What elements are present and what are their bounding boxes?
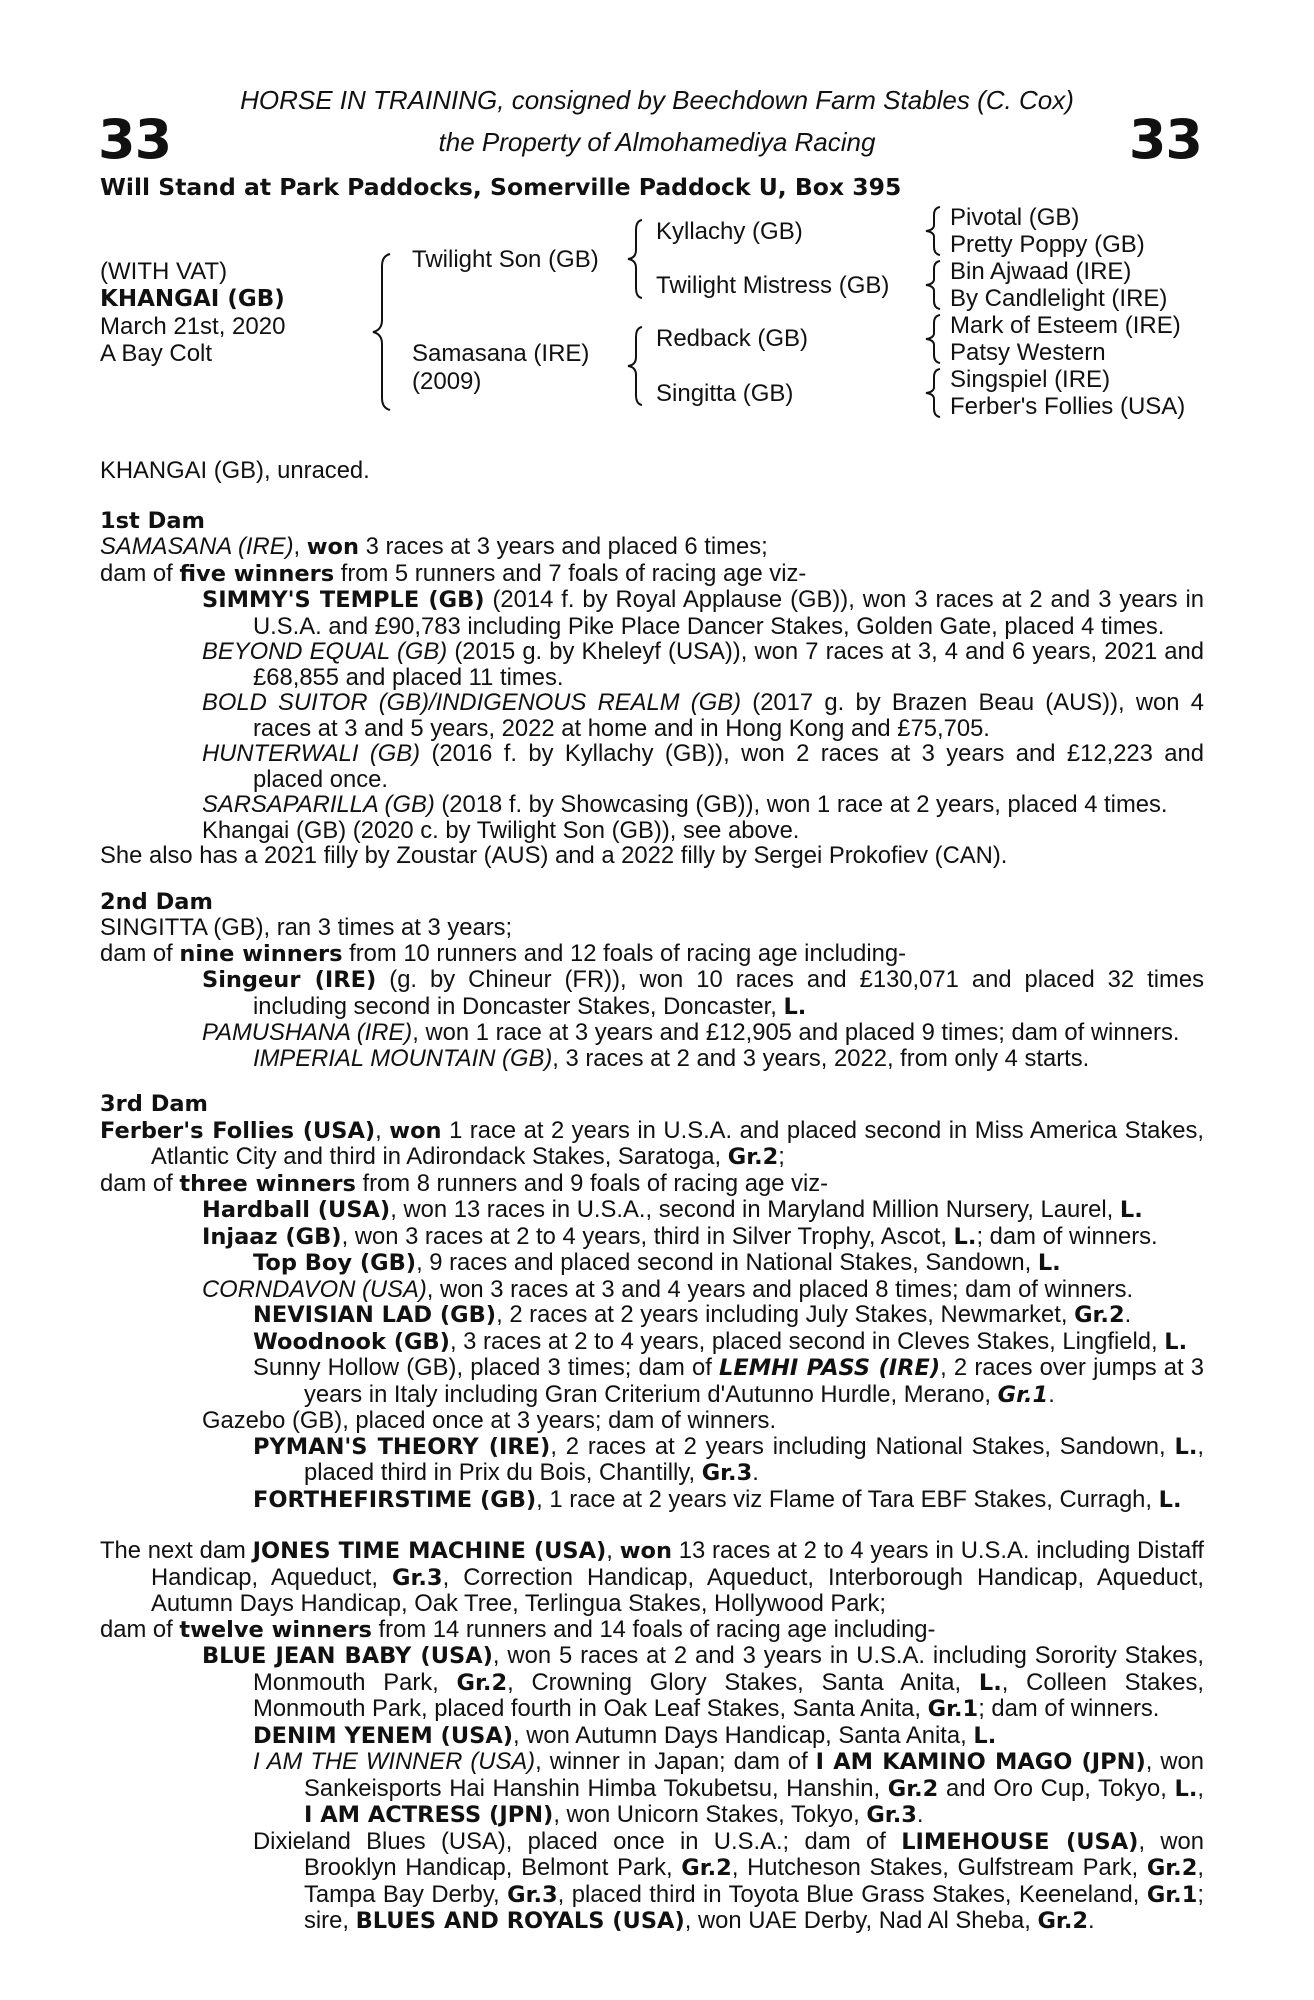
lot-number-left: 33	[98, 108, 172, 171]
grandparent-4: By Candlelight (IRE)	[950, 285, 1168, 312]
first-dam-heading: 1st Dam	[100, 507, 205, 534]
first-dam-produce-summary: dam of five winners from 5 runners and 7 foals of racing age viz-	[100, 559, 807, 587]
pedigree-brace-g2	[922, 259, 944, 311]
produce-entry: SIMMY'S TEMPLE (GB) (2014 f. by Royal Applause (GB)), won 3 races at 2 and 3 years in U.S.A. and £90,783 including Pike Place Dancer Stakes, Golden Gate, placed 4 times.	[202, 586, 1204, 640]
produce-entry: BOLD SUITOR (GB)/INDIGENOUS REALM (GB) (2017 g. by Brazen Beau (AUS)), won 4 races at 3 and 5 years, 2022 at home and in Hong Kong and £75,705.	[202, 689, 1204, 742]
second-dam-heading: 2nd Dam	[100, 888, 213, 915]
produce-entry: BEYOND EQUAL (GB) (2015 g. by Kheleyf (USA)), won 7 races at 3, 4 and 6 years, 2021 and £68,855 and placed 11 times.	[202, 638, 1204, 691]
next-dam-produce-summary: dam of twelve winners from 14 runners and 14 foals of racing age including-	[100, 1615, 936, 1643]
first-dam-line: SAMASANA (IRE), won 3 races at 3 years and placed 6 times;	[100, 533, 768, 560]
second-dam-line: SINGITTA (GB), ran 3 times at 3 years;	[100, 914, 513, 941]
grandparent-1: Pivotal (GB)	[950, 204, 1080, 231]
produce-entry: Injaaz (GB), won 3 races at 2 to 4 years, third in Silver Trophy, Ascot, L.; dam of winners.	[202, 1222, 1158, 1250]
pedigree-brace-dam	[624, 325, 646, 407]
foaling-date: March 21st, 2020	[100, 313, 286, 340]
produce-entry: DENIM YENEM (USA), won Autumn Days Handicap, Santa Anita, L.	[253, 1721, 997, 1749]
pedigree-brace-g3	[922, 313, 944, 365]
next-dam-line: The next dam JONES TIME MACHINE (USA), won 13 races at 2 to 4 years in U.S.A. including Distaff Handicap, Aqueduct, Gr.3, Correction Handicap, Aqueduct, Interborough Handicap, Aqueduct, Autumn Days Handicap, Oak Tree, Terlingua Stakes, Hollywood Park;	[100, 1537, 1204, 1617]
grandparent-6: Patsy Western	[950, 339, 1106, 366]
produce-entry: SARSAPARILLA (GB) (2018 f. by Showcasing (GB)), won 1 race at 2 years, placed 4 times.	[202, 791, 1168, 818]
horse-name: KHANGAI (GB)	[100, 286, 285, 312]
pedigree-brace-1	[368, 252, 396, 412]
lot-number-right: 33	[1128, 108, 1202, 171]
sire-sire: Kyllachy (GB)	[656, 218, 803, 245]
horse-description: A Bay Colt	[100, 340, 213, 367]
sire-dam: Twilight Mistress (GB)	[656, 272, 890, 299]
consignment-line: HORSE IN TRAINING, consigned by Beechdown Farm Stables (C. Cox)	[240, 85, 1074, 115]
produce-entry: I AM THE WINNER (USA), winner in Japan; dam of I AM KAMINO MAGO (JPN), won Sankeisports Hai Hanshin Himba Tokubetsu, Hanshin, Gr.2 and Oro Cup, Tokyo, L., I AM ACTRESS (JPN), won Unicorn Stakes, Tokyo, Gr.3.	[253, 1748, 1205, 1828]
second-dam-produce-summary: dam of nine winners from 10 runners and 12 foals of racing age including-	[100, 939, 907, 967]
produce-entry: Woodnook (GB), 3 races at 2 to 4 years, placed second in Cleves Stakes, Lingfield, L.	[253, 1327, 1188, 1355]
produce-entry: BLUE JEAN BABY (USA), won 5 races at 2 and 3 years in U.S.A. including Sorority Stakes, Monmouth Park, Gr.2, Crowning Glory Stakes, Santa Anita, L., Colleen Stakes, Monmouth Park, placed fourth in Oak Leaf Stakes, Santa Anita, Gr.1; dam of winners.	[202, 1642, 1204, 1722]
grandparent-2: Pretty Poppy (GB)	[950, 231, 1145, 258]
produce-entry: Hardball (USA), won 13 races in U.S.A., second in Maryland Million Nursery, Laurel, L.	[202, 1196, 1143, 1223]
race-record: KHANGAI (GB), unraced.	[100, 457, 370, 484]
dam-year: (2009)	[412, 368, 482, 395]
produce-entry: PYMAN'S THEORY (IRE), 2 races at 2 years including National Stakes, Sandown, L., placed third in Prix du Bois, Chantilly, Gr.3.	[253, 1432, 1205, 1486]
produce-entry: Top Boy (GB), 9 races and placed second in National Stakes, Sandown, L.	[253, 1249, 1061, 1276]
produce-entry: Sunny Hollow (GB), placed 3 times; dam of LEMHI PASS (IRE), 2 races over jumps at 3 years in Italy including Gran Criterium d'Autunno Hurdle, Merano, Gr.1.	[253, 1354, 1205, 1408]
sire: Twilight Son (GB)	[412, 246, 599, 273]
third-dam-heading: 3rd Dam	[100, 1091, 208, 1117]
stand-location: Will Stand at Park Paddocks, Somerville Paddock U, Box 395	[100, 173, 902, 201]
first-dam-note: She also has a 2021 filly by Zoustar (AUS) and a 2022 filly by Sergei Prokofiev (CAN).	[100, 842, 1008, 869]
produce-entry: Dixieland Blues (USA), placed once in U.S.A.; dam of LIMEHOUSE (USA), won Brooklyn Handicap, Belmont Park, Gr.2, Hutcheson Stakes, Gulfstream Park, Gr.2, Tampa Bay Derby, Gr.3, placed third in Toyota Blue Grass Stakes, Keeneland, Gr.1; sire, BLUES AND ROYALS (USA), won UAE Derby, Nad Al Sheba, Gr.2.	[253, 1827, 1205, 1934]
grandparent-3: Bin Ajwaad (IRE)	[950, 258, 1132, 285]
dam-sire: Redback (GB)	[656, 325, 809, 352]
third-dam-produce-summary: dam of three winners from 8 runners and 9 foals of racing age viz-	[100, 1169, 829, 1197]
vat-note: (WITH VAT)	[100, 258, 228, 285]
dam-dam: Singitta (GB)	[656, 380, 794, 407]
produce-entry: Khangai (GB) (2020 c. by Twilight Son (GB)), see above.	[202, 816, 800, 844]
produce-entry: Gazebo (GB), placed once at 3 years; dam of winners.	[202, 1407, 777, 1434]
produce-entry: HUNTERWALI (GB) (2016 f. by Kyllachy (GB)), won 2 races at 3 years and £12,223 and placed once.	[202, 740, 1205, 793]
pedigree-brace-g4	[922, 367, 944, 419]
grandparent-8: Ferber's Follies (USA)	[950, 393, 1186, 420]
third-dam-line: Ferber's Follies (USA), won 1 race at 2 years in U.S.A. and placed second in Miss America Stakes, Atlantic City and third in Adirondack Stakes, Saratoga, Gr.2;	[100, 1116, 1204, 1170]
produce-entry: CORNDAVON (USA), won 3 races at 3 and 4 years and placed 8 times; dam of winners.	[202, 1275, 1134, 1303]
produce-entry: IMPERIAL MOUNTAIN (GB), 3 races at 2 and 3 years, 2022, from only 4 starts.	[253, 1044, 1090, 1072]
produce-entry: FORTHEFIRSTIME (GB), 1 race at 2 years viz Flame of Tara EBF Stakes, Curragh, L.	[253, 1485, 1182, 1513]
produce-entry: PAMUSHANA (IRE), won 1 race at 3 years and £12,905 and placed 9 times; dam of winners.	[202, 1019, 1180, 1046]
grandparent-7: Singspiel (IRE)	[950, 366, 1111, 393]
grandparent-5: Mark of Esteem (IRE)	[950, 312, 1181, 339]
dam: Samasana (IRE)	[412, 340, 590, 367]
produce-record	[100, 458, 1204, 1935]
property-line: the Property of Almohamediya Racing	[438, 127, 876, 157]
produce-entry: Singeur (IRE) (g. by Chineur (FR)), won 10 races and £130,071 and placed 32 times including second in Doncaster Stakes, Doncaster, L.	[202, 966, 1204, 1020]
pedigree-brace-g1	[922, 205, 944, 257]
produce-entry: NEVISIAN LAD (GB), 2 races at 2 years including July Stakes, Newmarket, Gr.2.	[253, 1301, 1132, 1328]
pedigree-brace-sire	[624, 218, 646, 300]
